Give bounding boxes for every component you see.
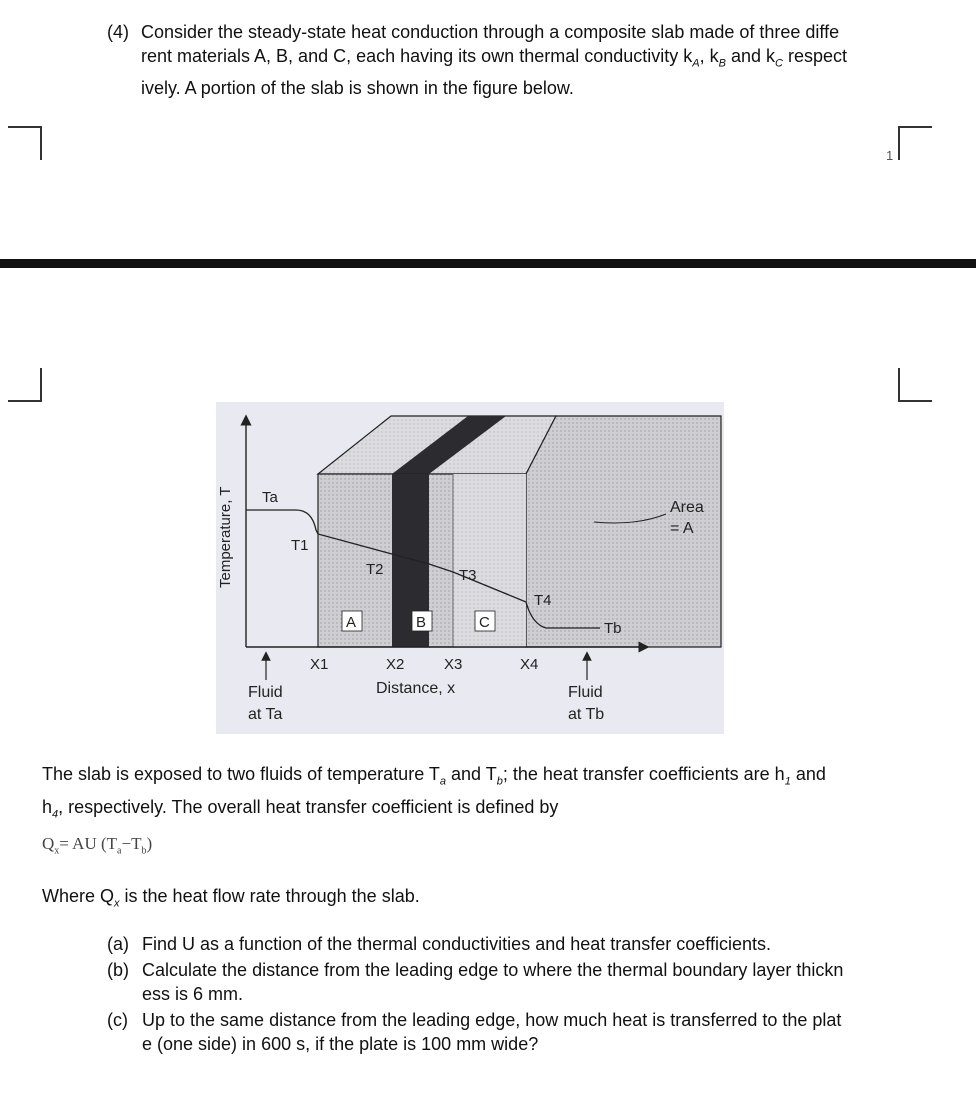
label-x1: X1 [310,656,329,673]
layer-a-label: A [346,614,357,631]
paragraph-line-2: $h_4$, respectively. The overall heat transfer coefficient is defined by [42,796,559,821]
area-label-2: = A [670,520,694,537]
question-marker: (4) [107,22,129,42]
label-x2: X2 [386,656,405,673]
part-a-label: (a) [107,934,129,954]
fluid-left-label-1: Fluid [248,684,283,701]
part-b-label: (b) [107,960,129,980]
heat-flow-formula: $Q_x=$ AU $(T_a-T_b)$ [42,834,153,857]
fluid-right-label-1: Fluid [568,684,603,701]
crop-mark-bottom-left [8,368,42,402]
label-x3: X3 [444,656,463,673]
paragraph-line-1: The slab is exposed to two fluids of temperature $T_a$ and $T_b$; the heat transfer coefficients are $h_1$ and [42,764,826,788]
crop-mark-top-left [8,126,42,160]
part-a [107,932,907,956]
x-axis-label: Distance, x [376,680,456,697]
label-t2: T2 [366,561,384,578]
area-label-1: Area [670,499,704,516]
part-b-text-cont: ess is 6 mm. [142,984,244,1004]
description-paragraph [42,762,922,827]
label-tb: Tb [604,620,622,637]
question-line-3: ively. A portion of the slab is shown in the figure below. [141,77,574,98]
fluid-right-label-2: at Tb [568,706,605,723]
part-c-text-cont: e (one side) in 600 s, if the plate is 100 mm wide? [142,1034,539,1054]
page-number: 1 [886,148,894,163]
crop-mark-bottom-right [898,368,932,402]
question-line-2: rent materials A, B, and C, each having its own thermal conductivity $k_A$, $k_B$ and $k_C$ respect [141,46,847,70]
layer-b-label: B [416,614,427,631]
page-separator [0,259,976,268]
label-t4: T4 [534,592,552,609]
fluid-left-label-2: at Ta [248,706,283,723]
part-c-label: (c) [107,1010,128,1030]
part-c-text: Up to the same distance from the leading edge, how much heat is transferred to the plat [142,1010,842,1030]
part-b-text: Calculate the distance from the leading edge to where the thermal boundary layer thickn [142,960,844,980]
label-x4: X4 [520,656,539,673]
layer-c-label: C [479,614,490,631]
composite-slab-figure [216,402,724,734]
part-a-text: Find U as a function of the thermal conductivities and heat transfer coefficients. [142,934,772,954]
where-line: Where $Q_x$ is the heat flow rate through the slab. [42,886,420,910]
crop-mark-top-right [898,126,932,160]
y-axis-label: Temperature, T [217,486,234,588]
question-line-1: Consider the steady-state heat conduction through a composite slab made of three diffe [141,22,840,42]
question-block [107,20,907,100]
label-t3: T3 [459,567,477,584]
part-b [107,958,907,1006]
label-ta: Ta [262,489,278,506]
part-c [107,1008,907,1056]
label-t1: T1 [291,537,309,554]
